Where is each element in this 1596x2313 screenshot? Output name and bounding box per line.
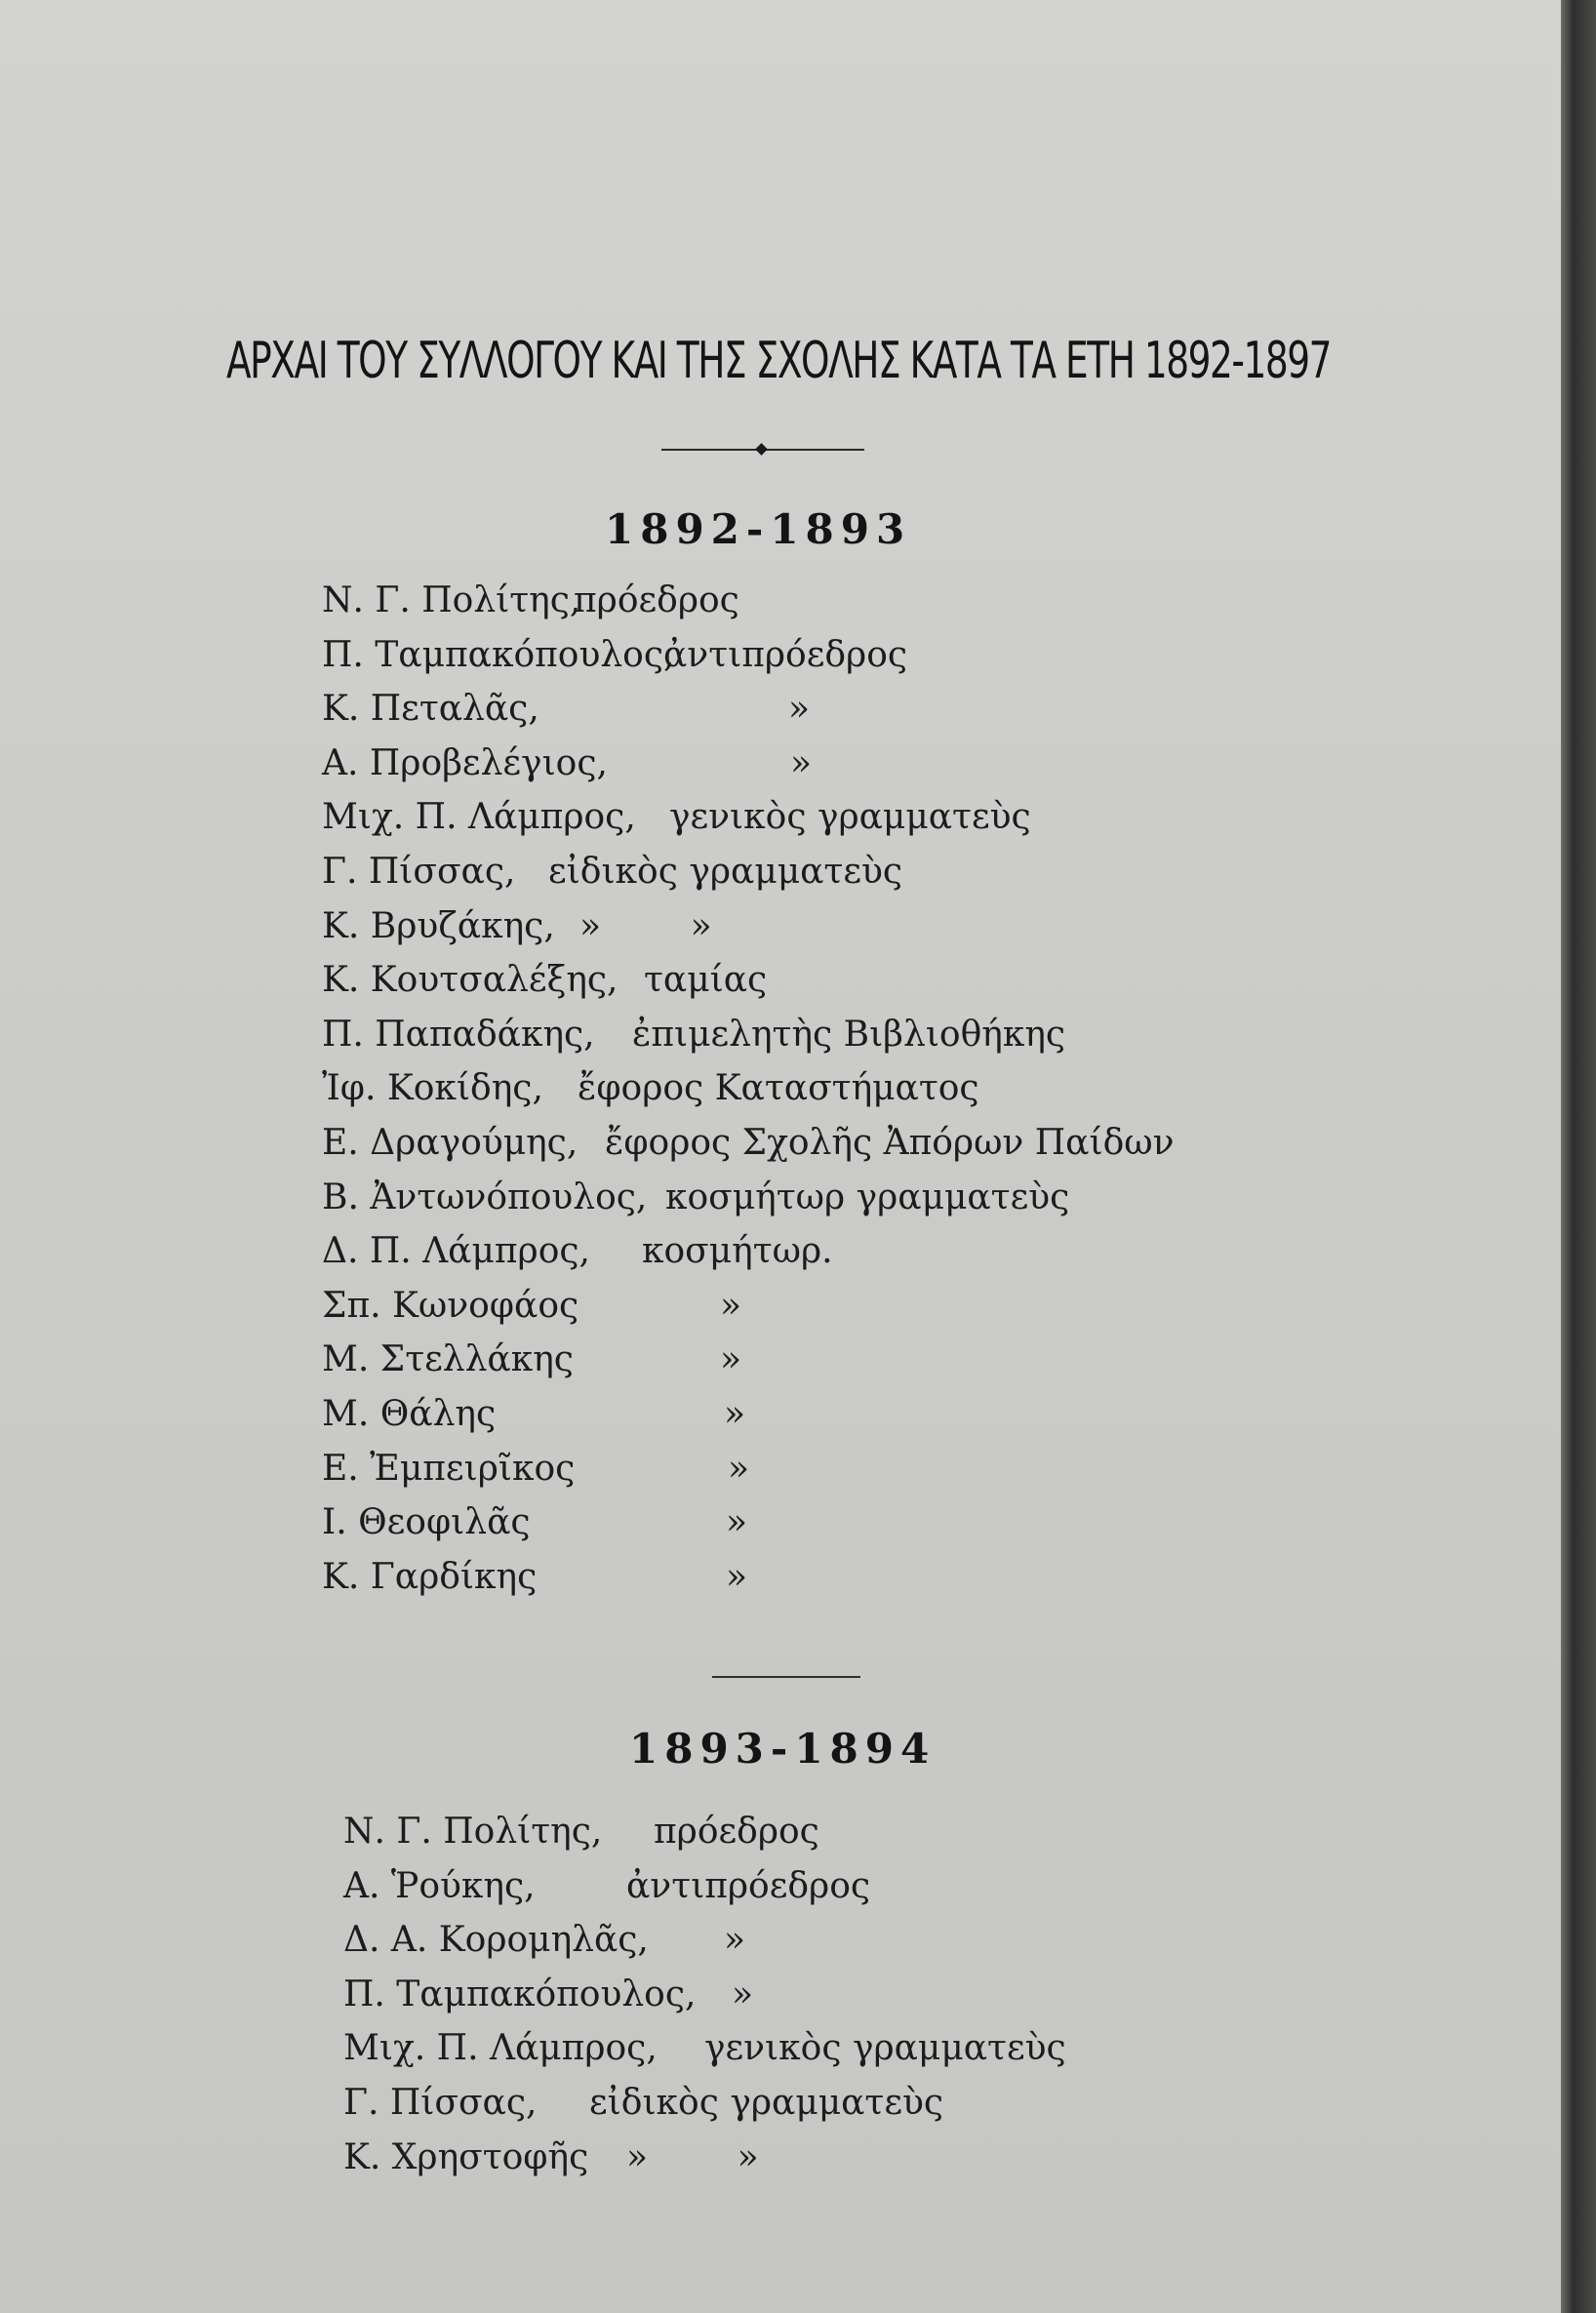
entry-role: εἰδικὸς γραμματεὺς <box>548 851 903 892</box>
entry-name: Κ. Κουτσαλέξης, <box>322 960 618 1001</box>
entry-role: » <box>728 1448 750 1489</box>
entry-role: γενικὸς γραμματεὺς <box>669 797 1031 838</box>
entry-role: ἔφορος Καταστήματος <box>578 1068 979 1109</box>
entry-name: Δ. Π. Λάμπρος, <box>322 1231 590 1272</box>
entry-name: Κ. Γαρδίκης <box>322 1556 538 1597</box>
entry-name: Ε. Ἐμπειρῖκος <box>322 1448 576 1489</box>
entry-name: Κ. Πεταλᾶς, <box>322 689 539 730</box>
entry-role: ταμίας <box>644 960 768 1001</box>
entry-name: Π. Παπαδάκης, <box>322 1014 595 1055</box>
entry-role: κοσμήτωρ. <box>642 1231 833 1272</box>
entry-name: Μ. Στελλάκης <box>322 1339 574 1380</box>
entry-role: κοσμήτωρ γραμματεὺς <box>665 1176 1070 1217</box>
entry-role: ἀντιπρόεδρος <box>663 634 908 675</box>
entry-name: Μ. Θάλης <box>322 1393 497 1434</box>
entry-role: » <box>732 1974 754 2014</box>
entry-role: ἐπιμελητὴς Βιβλιοθήκης <box>632 1014 1066 1055</box>
entry-name: Κ. Χρηστοφῆς <box>343 2136 589 2177</box>
entry-name: Κ. Βρυζάκης, <box>322 905 555 946</box>
entry-role: » <box>724 1920 746 1961</box>
entry-name: Ν. Γ. Πολίτης, <box>322 580 581 620</box>
entry-role: » <box>726 1502 748 1543</box>
entry-role: πρόεδρος <box>574 580 739 620</box>
entry-role: » <box>726 1556 748 1597</box>
entry-role: » <box>720 1285 742 1326</box>
entry-role: ἀντιπρόεδρος <box>626 1865 871 1906</box>
entry-name: Μιχ. Π. Λάμπρος, <box>322 797 636 838</box>
page-title: ΑΡΧΑΙ ΤΟΥ ΣΥΛΛΟΓΟΥ ΚΑΙ ΤΗΣ ΣΧΟΛΗΣ ΚΑΤΑ ΤΑ ΕΤΗ 1892-1897 <box>226 332 1331 390</box>
entry-name: Α. Προβελέγιος, <box>322 742 608 783</box>
entry-name: Ἰφ. Κοκίδης, <box>322 1068 543 1109</box>
entry-name: Δ. Α. Κορομηλᾶς, <box>343 1920 649 1961</box>
entry-name: Μιχ. Π. Λάμπρος, <box>343 2028 658 2069</box>
section-year-heading: 1892-1893 <box>605 505 912 553</box>
entry-role: » <box>720 1339 742 1380</box>
entry-role: ἔφορος Σχολῆς Ἀπόρων Παίδων <box>605 1122 1175 1163</box>
page-binding-edge <box>1561 0 1596 2313</box>
entry-name: Π. Ταμπακόπουλος, <box>322 634 675 675</box>
entry-role: εἰδικὸς γραμματεὺς <box>589 2082 944 2123</box>
entry-name: Γ. Πίσσας, <box>343 2082 538 2123</box>
entry-role: » <box>788 689 811 730</box>
entry-name: Γ. Πίσσας, <box>322 851 516 892</box>
entry-name: Α. Ῥούκης, <box>343 1865 536 1906</box>
entry-name: Π. Ταμπακόπουλος, <box>343 1974 697 2014</box>
entry-role: πρόεδρος <box>654 1812 819 1852</box>
section-divider <box>712 1676 860 1678</box>
entry-role: » <box>724 1393 746 1434</box>
section-year-heading: 1893-1894 <box>629 1725 937 1773</box>
entry-role: γενικὸς γραμματεὺς <box>704 2028 1066 2069</box>
entry-role: » » <box>579 905 712 946</box>
entry-name: Ι. Θεοφιλᾶς <box>322 1502 531 1543</box>
entry-name: Ε. Δραγούμης, <box>322 1122 579 1163</box>
entry-role: » <box>790 742 813 783</box>
entry-name: Ν. Γ. Πολίτης, <box>343 1812 603 1852</box>
entry-role: » » <box>626 2136 759 2177</box>
entry-name: Σπ. Κωνοφάος <box>322 1285 579 1326</box>
entry-name: Β. Ἀντωνόπουλος, <box>322 1176 648 1217</box>
